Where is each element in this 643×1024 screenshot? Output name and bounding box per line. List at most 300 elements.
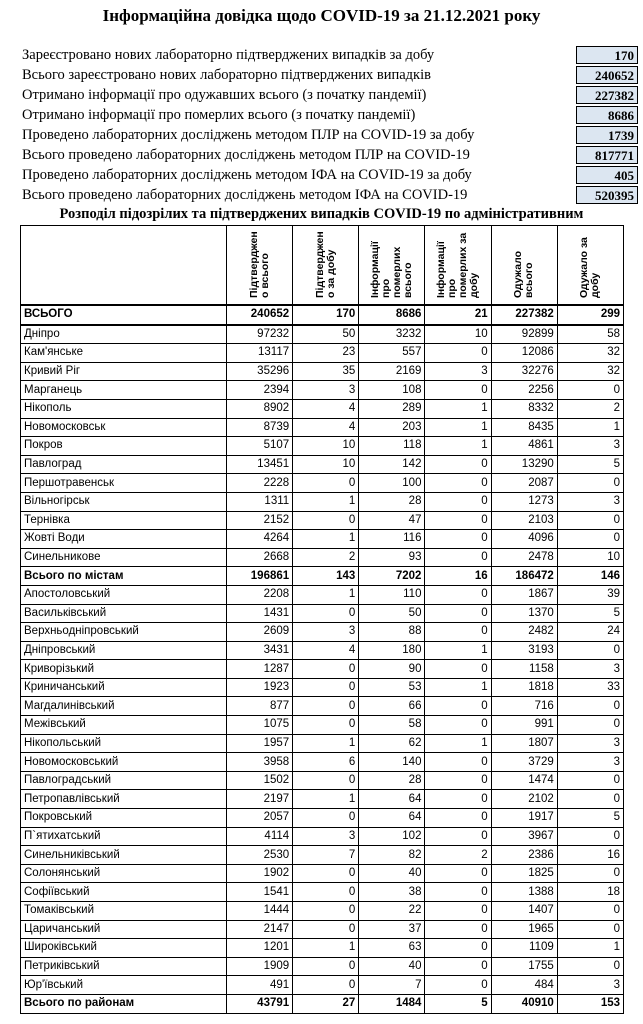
row-value: 1 bbox=[425, 418, 491, 437]
table-row bbox=[21, 548, 624, 567]
row-value: 2147 bbox=[227, 920, 293, 939]
row-value: 0 bbox=[425, 623, 491, 642]
row-value: 143 bbox=[293, 567, 359, 586]
row-value: 1431 bbox=[227, 604, 293, 623]
table-row bbox=[21, 530, 624, 549]
row-value: 203 bbox=[359, 418, 425, 437]
header-recovered-total: Одужало всього bbox=[491, 226, 557, 306]
summary-value: 240652 bbox=[576, 66, 638, 84]
row-value: 102 bbox=[359, 827, 425, 846]
row-value: 186472 bbox=[491, 567, 557, 586]
row-value: 0 bbox=[425, 474, 491, 493]
row-value: 16 bbox=[557, 846, 623, 865]
row-value: 0 bbox=[557, 864, 623, 883]
row-value: 23 bbox=[293, 344, 359, 363]
row-value: 0 bbox=[293, 716, 359, 735]
summary-row bbox=[20, 146, 642, 166]
row-value: 4114 bbox=[227, 827, 293, 846]
row-value: 0 bbox=[293, 883, 359, 902]
row-value: 0 bbox=[557, 697, 623, 716]
row-value: 64 bbox=[359, 809, 425, 828]
row-value: 0 bbox=[293, 604, 359, 623]
row-name: Томаківський bbox=[21, 902, 227, 921]
row-value: 4 bbox=[293, 641, 359, 660]
row-value: 716 bbox=[491, 697, 557, 716]
row-value: 40 bbox=[359, 864, 425, 883]
row-value: 3 bbox=[293, 827, 359, 846]
summary-label: Отримано інформації про померлих всього (з початку пандемії) bbox=[22, 107, 416, 123]
summary-label: Отримано інформації про одужавших всього (з початку пандемії) bbox=[22, 87, 427, 103]
row-value: 2482 bbox=[491, 623, 557, 642]
table-row bbox=[21, 455, 624, 474]
row-value: 7202 bbox=[359, 567, 425, 586]
summary-row bbox=[20, 106, 642, 126]
row-value: 2 bbox=[293, 548, 359, 567]
row-value: 40910 bbox=[491, 994, 557, 1013]
row-value: 1825 bbox=[491, 864, 557, 883]
row-name: Юр'ївський bbox=[21, 976, 227, 995]
row-value: 40 bbox=[359, 957, 425, 976]
row-value: 7 bbox=[293, 846, 359, 865]
page-title: Інформаційна довідка щодо COVID-19 за 21.12.2021 року bbox=[102, 6, 541, 25]
row-value: 0 bbox=[293, 976, 359, 995]
row-name: Дніпро bbox=[21, 325, 227, 344]
summary-value: 1739 bbox=[576, 126, 638, 144]
table-row bbox=[21, 623, 624, 642]
header-confirmed-day: Підтверджен о за добу bbox=[293, 226, 359, 306]
table-row bbox=[21, 604, 624, 623]
row-value: 50 bbox=[293, 325, 359, 344]
row-value: 0 bbox=[425, 381, 491, 400]
row-name: Синельниківський bbox=[21, 846, 227, 865]
row-value: 1541 bbox=[227, 883, 293, 902]
row-value: 93 bbox=[359, 548, 425, 567]
row-value: 153 bbox=[557, 994, 623, 1013]
row-value: 0 bbox=[293, 957, 359, 976]
summary-value: 817771 bbox=[576, 146, 638, 164]
table-row bbox=[21, 362, 624, 381]
row-value: 1109 bbox=[491, 939, 557, 958]
row-name: Марганець bbox=[21, 381, 227, 400]
table-row bbox=[21, 567, 624, 586]
row-name: Нікопольський bbox=[21, 734, 227, 753]
row-name: Криворізький bbox=[21, 660, 227, 679]
row-value: 0 bbox=[293, 771, 359, 790]
row-value: 27 bbox=[293, 994, 359, 1013]
table-row bbox=[21, 846, 624, 865]
row-value: 118 bbox=[359, 437, 425, 456]
row-name: Васильківський bbox=[21, 604, 227, 623]
row-value: 66 bbox=[359, 697, 425, 716]
row-value: 8332 bbox=[491, 399, 557, 418]
row-value: 28 bbox=[359, 492, 425, 511]
row-value: 32 bbox=[557, 362, 623, 381]
row-value: 3 bbox=[293, 623, 359, 642]
row-value: 0 bbox=[425, 957, 491, 976]
row-value: 32 bbox=[557, 344, 623, 363]
row-value: 0 bbox=[293, 474, 359, 493]
row-value: 1 bbox=[425, 734, 491, 753]
row-value: 24 bbox=[557, 623, 623, 642]
row-value: 0 bbox=[425, 697, 491, 716]
summary-row bbox=[20, 66, 642, 86]
row-value: 0 bbox=[425, 660, 491, 679]
row-value: 0 bbox=[557, 902, 623, 921]
row-value: 2208 bbox=[227, 585, 293, 604]
table-subtitle: Розподіл підозрілих та підтверджених випадків COVID-19 по адміністративним bbox=[59, 206, 584, 222]
row-value: 0 bbox=[557, 827, 623, 846]
summary-row bbox=[20, 86, 642, 106]
row-value: 1474 bbox=[491, 771, 557, 790]
row-value: 170 bbox=[293, 305, 359, 325]
row-value: 3232 bbox=[359, 325, 425, 344]
summary-value: 520395 bbox=[576, 186, 638, 204]
table-row bbox=[21, 641, 624, 660]
row-value: 37 bbox=[359, 920, 425, 939]
table-row bbox=[21, 474, 624, 493]
row-value: 1287 bbox=[227, 660, 293, 679]
row-value: 0 bbox=[293, 902, 359, 921]
row-value: 0 bbox=[425, 883, 491, 902]
row-value: 21 bbox=[425, 305, 491, 325]
row-value: 1917 bbox=[491, 809, 557, 828]
row-value: 5107 bbox=[227, 437, 293, 456]
row-value: 0 bbox=[293, 678, 359, 697]
row-value: 196861 bbox=[227, 567, 293, 586]
row-value: 58 bbox=[557, 325, 623, 344]
row-value: 1075 bbox=[227, 716, 293, 735]
row-value: 0 bbox=[425, 530, 491, 549]
row-value: 13290 bbox=[491, 455, 557, 474]
table-row bbox=[21, 716, 624, 735]
row-value: 2 bbox=[425, 846, 491, 865]
summary-row bbox=[20, 126, 642, 146]
summary-label: Всього проведено лабораторних досліджень методом ІФА на COVID-19 bbox=[22, 187, 468, 203]
row-value: 0 bbox=[425, 809, 491, 828]
row-value: 97232 bbox=[227, 325, 293, 344]
row-value: 142 bbox=[359, 455, 425, 474]
row-value: 3958 bbox=[227, 753, 293, 772]
summary-value: 405 bbox=[576, 166, 638, 184]
row-value: 2386 bbox=[491, 846, 557, 865]
row-name: Царичанський bbox=[21, 920, 227, 939]
summary-value: 8686 bbox=[576, 106, 638, 124]
table-row bbox=[21, 939, 624, 958]
table-row bbox=[21, 920, 624, 939]
row-value: 1818 bbox=[491, 678, 557, 697]
row-value: 0 bbox=[557, 716, 623, 735]
row-value: 5 bbox=[425, 994, 491, 1013]
table-row bbox=[21, 381, 624, 400]
row-name: П`ятихатський bbox=[21, 827, 227, 846]
row-value: 1867 bbox=[491, 585, 557, 604]
table-row bbox=[21, 957, 624, 976]
row-value: 35296 bbox=[227, 362, 293, 381]
row-value: 1407 bbox=[491, 902, 557, 921]
row-value: 2169 bbox=[359, 362, 425, 381]
row-value: 1370 bbox=[491, 604, 557, 623]
row-value: 180 bbox=[359, 641, 425, 660]
row-value: 3 bbox=[557, 437, 623, 456]
header-deaths-day: Інформації про померлих за добу bbox=[425, 226, 491, 306]
row-value: 991 bbox=[491, 716, 557, 735]
row-value: 108 bbox=[359, 381, 425, 400]
row-value: 0 bbox=[425, 790, 491, 809]
row-value: 0 bbox=[293, 920, 359, 939]
row-value: 3 bbox=[557, 753, 623, 772]
row-value: 0 bbox=[425, 492, 491, 511]
row-value: 2152 bbox=[227, 511, 293, 530]
summary-label: Всього зареєстровано нових лабораторно підтверджених випадків bbox=[22, 67, 431, 83]
row-value: 2256 bbox=[491, 381, 557, 400]
row-value: 227382 bbox=[491, 305, 557, 325]
row-value: 8686 bbox=[359, 305, 425, 325]
row-value: 1 bbox=[293, 530, 359, 549]
row-value: 50 bbox=[359, 604, 425, 623]
row-name: Межівський bbox=[21, 716, 227, 735]
row-value: 140 bbox=[359, 753, 425, 772]
row-value: 1 bbox=[425, 678, 491, 697]
row-value: 0 bbox=[425, 344, 491, 363]
row-value: 0 bbox=[293, 511, 359, 530]
row-value: 0 bbox=[425, 902, 491, 921]
row-name: Вільногірськ bbox=[21, 492, 227, 511]
row-value: 2 bbox=[557, 399, 623, 418]
row-name: Кам'янське bbox=[21, 344, 227, 363]
row-value: 0 bbox=[425, 864, 491, 883]
row-value: 0 bbox=[293, 660, 359, 679]
row-name: Софіївський bbox=[21, 883, 227, 902]
row-name: Петриківський bbox=[21, 957, 227, 976]
row-value: 35 bbox=[293, 362, 359, 381]
row-value: 0 bbox=[293, 864, 359, 883]
row-value: 1 bbox=[293, 492, 359, 511]
table-row bbox=[21, 344, 624, 363]
row-value: 877 bbox=[227, 697, 293, 716]
table-row bbox=[21, 790, 624, 809]
summary-row bbox=[20, 186, 642, 206]
row-value: 0 bbox=[557, 474, 623, 493]
row-value: 2103 bbox=[491, 511, 557, 530]
row-name: Магдалинівський bbox=[21, 697, 227, 716]
row-value: 2668 bbox=[227, 548, 293, 567]
row-value: 0 bbox=[425, 939, 491, 958]
table-row bbox=[21, 437, 624, 456]
covid-table bbox=[20, 225, 624, 1014]
row-name: Широківський bbox=[21, 939, 227, 958]
row-name: Солонянський bbox=[21, 864, 227, 883]
row-value: 3 bbox=[425, 362, 491, 381]
row-value: 0 bbox=[425, 455, 491, 474]
row-value: 8739 bbox=[227, 418, 293, 437]
row-value: 0 bbox=[425, 827, 491, 846]
row-name: Павлоградський bbox=[21, 771, 227, 790]
table-row bbox=[21, 305, 624, 325]
row-value: 1311 bbox=[227, 492, 293, 511]
row-value: 146 bbox=[557, 567, 623, 586]
row-value: 28 bbox=[359, 771, 425, 790]
row-value: 90 bbox=[359, 660, 425, 679]
row-value: 18 bbox=[557, 883, 623, 902]
row-value: 32276 bbox=[491, 362, 557, 381]
row-value: 1388 bbox=[491, 883, 557, 902]
summary-label: Проведено лабораторних досліджень методом ПЛР на COVID-19 за добу bbox=[22, 127, 475, 143]
row-value: 10 bbox=[425, 325, 491, 344]
summary-value: 170 bbox=[576, 46, 638, 64]
row-value: 1502 bbox=[227, 771, 293, 790]
row-name: Покровський bbox=[21, 809, 227, 828]
row-value: 5 bbox=[557, 604, 623, 623]
row-value: 289 bbox=[359, 399, 425, 418]
table-row bbox=[21, 678, 624, 697]
row-value: 1201 bbox=[227, 939, 293, 958]
row-value: 1 bbox=[293, 585, 359, 604]
row-value: 6 bbox=[293, 753, 359, 772]
row-value: 1158 bbox=[491, 660, 557, 679]
row-value: 0 bbox=[557, 957, 623, 976]
table-row bbox=[21, 325, 624, 344]
row-name: Першотравенськ bbox=[21, 474, 227, 493]
row-name: Всього по районам bbox=[21, 994, 227, 1013]
table-row bbox=[21, 697, 624, 716]
row-value: 1923 bbox=[227, 678, 293, 697]
row-value: 0 bbox=[557, 641, 623, 660]
row-value: 2394 bbox=[227, 381, 293, 400]
row-value: 0 bbox=[557, 920, 623, 939]
table-row bbox=[21, 976, 624, 995]
row-value: 3 bbox=[557, 660, 623, 679]
row-value: 0 bbox=[557, 511, 623, 530]
row-value: 1 bbox=[557, 418, 623, 437]
row-value: 1 bbox=[293, 790, 359, 809]
row-value: 3 bbox=[293, 381, 359, 400]
row-name: Кривий Ріг bbox=[21, 362, 227, 381]
row-value: 110 bbox=[359, 585, 425, 604]
row-name: Новомосковськ bbox=[21, 418, 227, 437]
row-value: 0 bbox=[425, 976, 491, 995]
row-value: 63 bbox=[359, 939, 425, 958]
row-name: Дніпровський bbox=[21, 641, 227, 660]
row-value: 0 bbox=[425, 771, 491, 790]
table-header-row bbox=[21, 226, 624, 306]
row-value: 0 bbox=[425, 548, 491, 567]
row-name: Новомосковський bbox=[21, 753, 227, 772]
row-value: 10 bbox=[557, 548, 623, 567]
row-name: Тернівка bbox=[21, 511, 227, 530]
row-name: Покров bbox=[21, 437, 227, 456]
row-value: 1 bbox=[557, 939, 623, 958]
row-value: 10 bbox=[293, 455, 359, 474]
row-value: 0 bbox=[557, 790, 623, 809]
table-row bbox=[21, 864, 624, 883]
table-row bbox=[21, 902, 624, 921]
row-name: Нікополь bbox=[21, 399, 227, 418]
row-value: 3431 bbox=[227, 641, 293, 660]
row-value: 13117 bbox=[227, 344, 293, 363]
row-value: 62 bbox=[359, 734, 425, 753]
row-value: 557 bbox=[359, 344, 425, 363]
row-value: 58 bbox=[359, 716, 425, 735]
row-value: 43791 bbox=[227, 994, 293, 1013]
table-row bbox=[21, 753, 624, 772]
row-value: 4861 bbox=[491, 437, 557, 456]
row-value: 7 bbox=[359, 976, 425, 995]
row-value: 92899 bbox=[491, 325, 557, 344]
row-value: 5 bbox=[557, 809, 623, 828]
table-row bbox=[21, 994, 624, 1013]
row-value: 1902 bbox=[227, 864, 293, 883]
row-value: 0 bbox=[557, 381, 623, 400]
row-value: 0 bbox=[425, 920, 491, 939]
row-value: 3 bbox=[557, 492, 623, 511]
row-value: 1444 bbox=[227, 902, 293, 921]
row-value: 1909 bbox=[227, 957, 293, 976]
row-name: ВСЬОГО bbox=[21, 305, 227, 325]
row-name: Апостоловський bbox=[21, 585, 227, 604]
row-value: 33 bbox=[557, 678, 623, 697]
row-name: Всього по містам bbox=[21, 567, 227, 586]
row-value: 116 bbox=[359, 530, 425, 549]
row-value: 16 bbox=[425, 567, 491, 586]
row-value: 8902 bbox=[227, 399, 293, 418]
row-name: Павлоград bbox=[21, 455, 227, 474]
row-value: 2478 bbox=[491, 548, 557, 567]
row-value: 0 bbox=[425, 511, 491, 530]
summary-label: Всього проведено лабораторних досліджень методом ПЛР на COVID-19 bbox=[22, 147, 470, 163]
row-name: Криничанський bbox=[21, 678, 227, 697]
table-row bbox=[21, 492, 624, 511]
row-value: 13451 bbox=[227, 455, 293, 474]
row-value: 4096 bbox=[491, 530, 557, 549]
row-value: 2228 bbox=[227, 474, 293, 493]
row-value: 4 bbox=[293, 399, 359, 418]
row-value: 10 bbox=[293, 437, 359, 456]
summary-row bbox=[20, 166, 642, 186]
table-row bbox=[21, 399, 624, 418]
table-row bbox=[21, 418, 624, 437]
row-name: Жовті Води bbox=[21, 530, 227, 549]
row-value: 1965 bbox=[491, 920, 557, 939]
summary-label: Проведено лабораторних досліджень методом ІФА на COVID-19 за добу bbox=[22, 167, 472, 183]
row-value: 1 bbox=[425, 437, 491, 456]
summary-row bbox=[20, 46, 642, 66]
row-value: 39 bbox=[557, 585, 623, 604]
row-value: 2102 bbox=[491, 790, 557, 809]
row-value: 1 bbox=[293, 939, 359, 958]
row-value: 1 bbox=[425, 641, 491, 660]
row-value: 5 bbox=[557, 455, 623, 474]
summary-label: Зареєстровано нових лабораторно підтверджених випадків за добу bbox=[22, 47, 435, 63]
table-row bbox=[21, 734, 624, 753]
row-value: 3 bbox=[557, 976, 623, 995]
row-value: 2609 bbox=[227, 623, 293, 642]
row-value: 1807 bbox=[491, 734, 557, 753]
row-value: 4 bbox=[293, 418, 359, 437]
table-row bbox=[21, 585, 624, 604]
row-value: 1 bbox=[293, 734, 359, 753]
row-value: 0 bbox=[425, 716, 491, 735]
row-value: 1484 bbox=[359, 994, 425, 1013]
table-row bbox=[21, 883, 624, 902]
row-value: 299 bbox=[557, 305, 623, 325]
row-value: 3729 bbox=[491, 753, 557, 772]
row-value: 2057 bbox=[227, 809, 293, 828]
row-value: 3193 bbox=[491, 641, 557, 660]
row-value: 0 bbox=[293, 697, 359, 716]
row-value: 1755 bbox=[491, 957, 557, 976]
row-value: 8435 bbox=[491, 418, 557, 437]
table-row bbox=[21, 809, 624, 828]
